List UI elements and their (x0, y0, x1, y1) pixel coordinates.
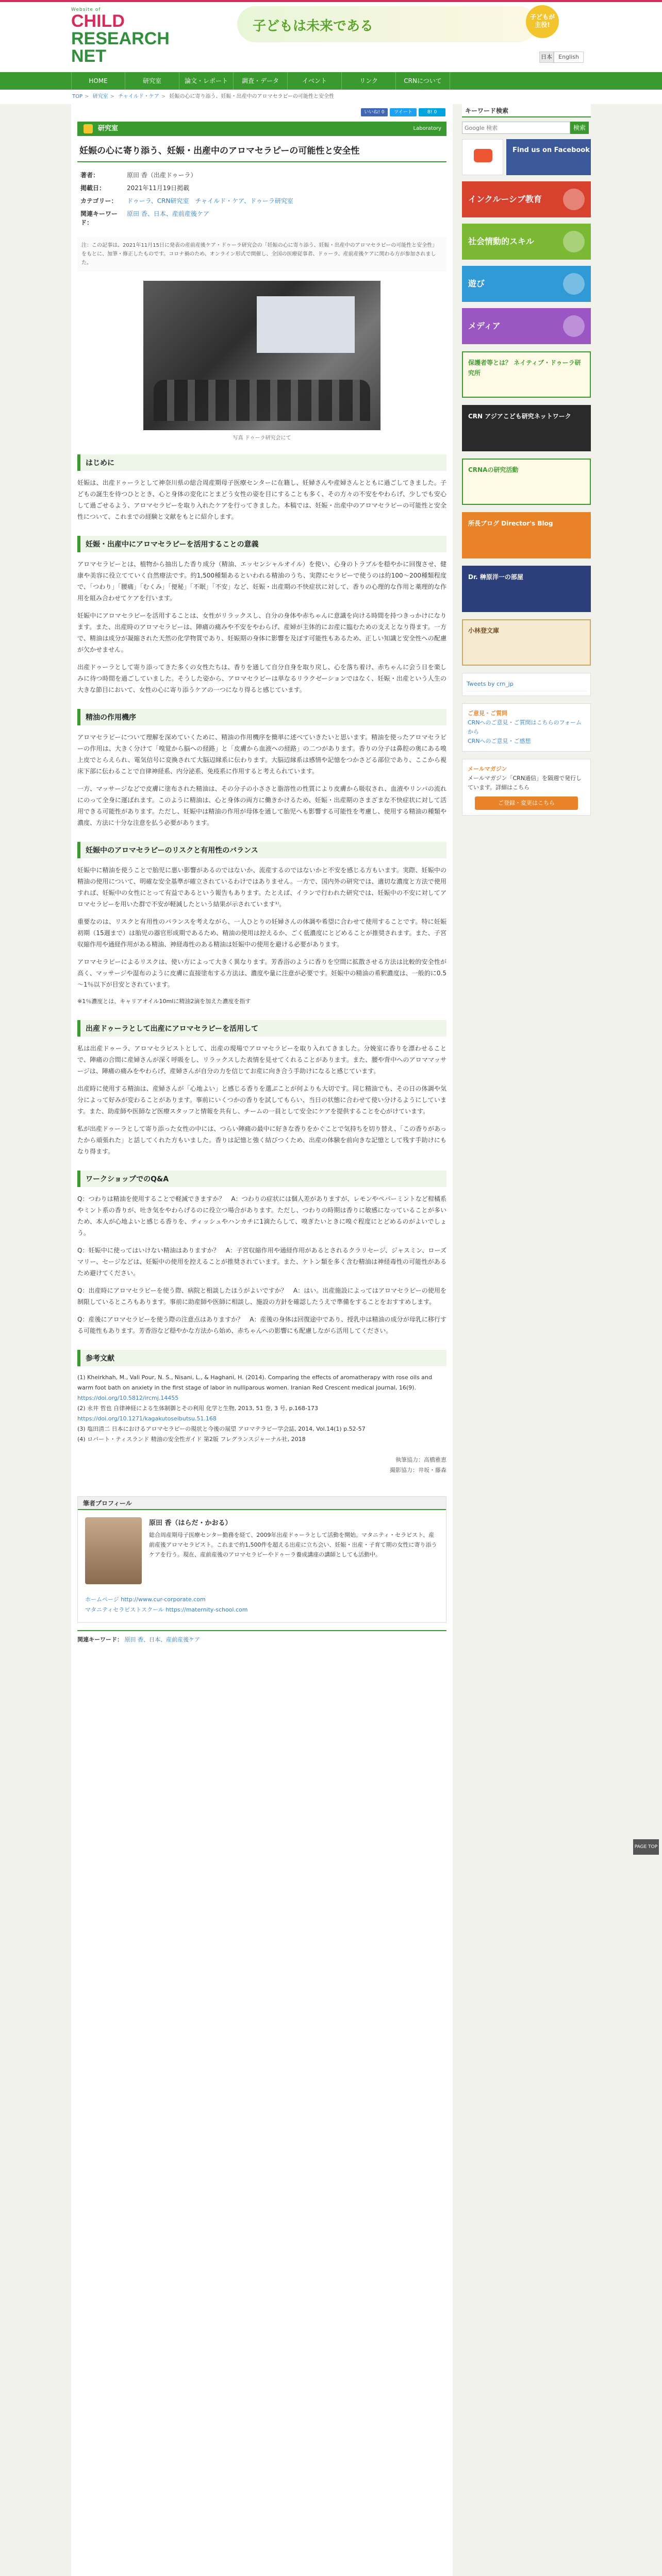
main-column (71, 104, 453, 2576)
banner-inclusive[interactable] (462, 181, 591, 217)
lang-english-button[interactable]: English (554, 52, 584, 63)
logo-line1: CHILD (71, 11, 125, 31)
reference-list (77, 1372, 446, 1445)
para-safety-1: 妊娠中に精油を使うことで胎児に悪い影響があるのではないか、流産するのではないかと不安を感じる方もいます。実際、妊娠中の精油の使用について、明確な安全基準が確立されているわけではありません。一方で、国内外の研究では、適切な濃度と方法で使用すれば、妊娠中の女性にとって有益であるという報告もあります。たとえば、イランで行われた研究では、妊娠中の不安に対してアロマセラピーを用いた群で不安が軽減したという結果が示されています¹⁾。 (77, 867, 446, 908)
youtube-icon (474, 149, 492, 162)
contact-heading: ご意見・ご質問 (468, 710, 507, 717)
meta-date: 2021年11月19日掲載 (127, 184, 190, 192)
heading-oil: 精油の作用機序 (77, 709, 446, 725)
qa-item: Q：つわりは精油を使用することで軽減できますか？ A：つわりの症状には個人差がありますが、レモンやペパーミントなど柑橘系やミント系の香りが、吐き気をやわらげるのに役立つ場合があります。ただし、つわりの時期は香りに敏感になっていることが多いため、本人が心地よいと感じる香りを、ティッシュやハンカチに1滴たらして、嗅ぎたいときに嗅ぐ程度にとどめるのがよいでしょう。 (77, 1195, 446, 1236)
lang-ja-button[interactable]: 日本 (539, 52, 554, 63)
author-profile (77, 1496, 446, 1623)
tweets-heading[interactable]: Tweets by crn_jp (467, 677, 586, 691)
profile-links (78, 1591, 446, 1615)
qa-item: Q：産後にアロマセラピーを使う際の注意点はありますか？ A：産後の身体は回復途中であり、授乳中は精油の成分が母乳に移行する可能性もあります。芳香浴など穏やかな方法から始め、赤ちゃんへの影響にも配慮しながら活用してください。 (77, 1316, 446, 1334)
profile-name: 原田 香（はらだ・かおる） (149, 1519, 232, 1527)
section-label-en: Laboratory (413, 126, 441, 131)
para-care-3: 出産ドゥーラとして寄り添ってきた多くの女性たちは、香りを通して自分自身を取り戻し、心を落ち着け、赤ちゃんに会う日を楽しみに待つ時間を過ごしていました。そうした姿から、アロマセラピーは単なるリラクゼーションではなく、妊娠・出産という人生の大きな節目において、女性の心に寄り添うケアの一つになり得ると感じています。 (77, 664, 446, 693)
profile-text: 総合周産期母子医療センター勤務を経て、2009年出産ドゥーラとして活動を開始。マタニティ・セラピスト、産前産後アロマセラピスト。これまで約1,500件を超える出産に立ち会い、妊娠・出産・子育て期の女性に寄り添うケアを行う。現在、産前産後のアロマセラピーやドゥーラ養成講座の講師としても活動中。 (149, 1532, 437, 1558)
breadcrumb-childcare[interactable]: チャイルド・ケア (118, 94, 159, 99)
mailmag-box (462, 759, 591, 816)
promo-doula[interactable]: 保護者等とは？ ネイティブ・ドゥーラ研究所 (462, 351, 591, 398)
nav-links[interactable]: リンク (342, 72, 396, 90)
meta-author-key: 著者： (80, 172, 100, 179)
article-title: 妊娠の心に寄り添う、妊娠・出産中のアロマセラピーの可能性と安全性 (77, 136, 446, 162)
breadcrumb-lab[interactable]: 研究室 (92, 94, 108, 99)
photo-screen (257, 296, 355, 353)
sns-row (462, 139, 591, 175)
reference-link[interactable]: https://doi.org/10.5812/ircmj.14455 (77, 1395, 179, 1401)
para-intro: 妊娠は、出産ドゥーラとして神奈川県の総合周産期母子医療センターに在籍し、妊婦さんや産婦さんとともに過ごしてきました。子どもの誕生を待つひととき、心と身体の変化にとまどう女性の姿を目にすることも多く、その方々の不安をやわらげ、少しでも安心して過ごせるよう、アロマセラピーを取り入れたケアを行ってきました。本稿では、妊娠・出産中のアロマセラピーの可能性と安全性について、これまでの経験と文献をもとに紹介します。 (77, 479, 446, 520)
bottom-keywords-link[interactable]: 原田 香、日本、産前産後ケア (124, 1636, 200, 1643)
mailmag-text: メールマガジン「CRN通信」を隔週で発行しています。詳細はこちら (468, 775, 582, 791)
author-avatar (85, 1517, 142, 1584)
nav-data[interactable]: 調査・データ (234, 72, 288, 90)
banner-label: メディア (468, 321, 501, 331)
slogan-banner (237, 6, 536, 42)
meta-author: 原田 香（出産ドゥーラ） (127, 172, 197, 179)
banner-icon (563, 315, 585, 337)
heading-qa: ワークショップでのQ&A (77, 1171, 446, 1187)
tweets-box (462, 673, 591, 696)
mailmag-button[interactable]: ご登録・変更はこちら (475, 796, 578, 810)
search-button[interactable]: 検索 (570, 122, 589, 134)
banner-label: インクルーシブ教育 (468, 194, 542, 204)
qa-item: Q：出産時にアロマセラピーを使う際、病院と相談したほうがよいですか？ A：はい。出産施設によってはアロマセラピーの使用を制限しているところもあります。事前に助産師や医師に相談し、施設の方針を確認したうえで準備をすることをおすすめします。 (77, 1287, 446, 1306)
breadcrumb-top[interactable]: TOP (72, 94, 83, 99)
signoff-line: 執筆協力：高橋雅恵 (395, 1456, 446, 1463)
section-header (77, 122, 446, 136)
article-meta (77, 168, 446, 229)
nav-about[interactable]: CRNについて (396, 72, 450, 90)
slogan-text: 子どもは未来である (253, 19, 374, 34)
promo-kobayashi[interactable]: 小林登文庫 (462, 619, 591, 666)
para-care-2: 妊娠中にアロマセラピーを活用することは、女性がリラックスし、自分の身体や赤ちゃんに意識を向ける時間を持つきっかけになります。また、出産時のアロマセラピーは、陣痛の痛みや不安をやわらげ、産婦が主体的にお産に臨むための支えとなり得ます。一方で、精油は成分が凝縮された天然の化学物質であり、妊娠期の身体に影響を及ぼす可能性もあるため、正しい知識と安全性への配慮が欠かせません。 (77, 612, 446, 653)
article-note: 注：この記事は、2021年11月15日に発表の産前産後ケア・ドゥーラ研究会の「妊娠の心に寄り添う、妊娠・出産中のアロマセラピーの可能性と安全性」をもとに、加筆・修正したものです。コロナ禍のため、オンライン形式で開催し、全国の医療従事者、ドゥーラ、産前産後ケアに関わる方が参加されました。 (77, 237, 446, 272)
section-label: 研究室 (98, 125, 119, 132)
meta-category-key: カテゴリー： (80, 197, 118, 205)
heading-safety: 妊娠中のアロマセラピーのリスクと有用性のバランス (77, 842, 446, 858)
contact-link[interactable]: CRNへのご意見・ご質問はこちらのフォームから (468, 719, 582, 735)
para-safety-3: アロマセラピーによるリスクは、使い方によって大きく異なります。芳香浴のように香りを空間に拡散させる方法は比較的安全性が高く、マッサージや湿布のように皮膚に直接塗布する方法は、濃度や量に注意が必要です。妊娠中の精油の希釈濃度は、一般的に0.5～1％以下が目安とされています。 (77, 958, 446, 988)
reference-item: (1) Kheirkhah, M., Vali Pour, N. S., Nisani, L., & Haghani, H. (2014). Comparing the effects of aromatherapy with rose oils and warm foot bath on anxiety in the first stage of labor in nulliparous women. Iranian Red Crescent medical journal, 16(9). (77, 1374, 432, 1391)
profile-link[interactable]: マタニティセラピストスクール https://maternity-school.com (85, 1606, 248, 1613)
facebook-like-button[interactable]: いいね! 0 (361, 108, 388, 116)
hatena-button[interactable]: B! 0 (419, 108, 445, 116)
meta-category-link[interactable]: ドゥーラ、CRN研究室 チャイルド・ケア、ドゥーラ研究室 (127, 197, 293, 205)
signoff-line: 撮影協力：井坂・藤森 (390, 1467, 446, 1473)
page-top-button[interactable]: PAGE TOP (633, 1839, 659, 1855)
nav-home[interactable]: HOME (71, 72, 125, 90)
reference-item: (3) 塩田清二 日本におけるアロマセラピーの現状と今後の展望 アロマテラピー学会誌, 2014, Vol.14(1) p.52-57 (77, 1426, 366, 1432)
heading-care: 妊娠・出産中にアロマセラピーを活用することの意義 (77, 536, 446, 552)
photo-caption: 写真 ドゥーラ研究会にて (233, 435, 291, 441)
logo-line3: NET (71, 46, 106, 66)
nav-papers[interactable]: 論文・レポート (179, 72, 234, 90)
nav-lab[interactable]: 研究室 (125, 72, 179, 90)
promo-sakakihara[interactable]: Dr. 榊原洋一の部屋 (462, 566, 591, 612)
facebook-button[interactable]: Find us on Facebook (506, 139, 591, 175)
lab-icon (84, 124, 93, 133)
para-doula-1: 私は出産ドゥーラ、アロマセラピストとして、出産の現場でアロマセラピーを取り入れてきました。分娩室に香りを漂わせることで、陣痛の合間に産婦さんが深く呼吸をし、リラックスした表情を見せてくれることがあります。また、腰や背中へのアロママッサージは、陣痛の痛みをやわらげ、産婦さんが自分の力を信じてお産に向き合う手助けになると感じています。 (77, 1045, 446, 1075)
contact-box (462, 703, 591, 752)
banner-icon (563, 231, 585, 252)
mailmag-heading: メールマガジン (468, 766, 507, 772)
promo-director-blog[interactable]: 所長ブログ Director's Blog (462, 512, 591, 558)
main-nav (0, 72, 662, 90)
breadcrumb-current: 妊娠の心に寄り添う、妊娠・出産中のアロマセラピーの可能性と安全性 (169, 94, 335, 99)
para-care-1: アロマセラピーとは、植物から抽出した香り成分（精油、エッセンシャルオイル）を使い、心身のトラブルを穏やかに回復させ、健康や美容に役立てていく自然療法です。約1,500種類あるといわれる精油のうち、実際にセラピーで使うのは約100～200種類程度で、「つわり」「腰痛」「むくみ」「便秘」「不眠」「不安」など、妊娠・出産期の不快症状に対して、香りの心理的な作用と薬理的な作用を組み合わせてケアを行います。 (77, 561, 446, 602)
search-heading: キーワード検索 (462, 104, 591, 117)
workshop-photo (143, 281, 380, 430)
para-oil-1: アロマセラピーについて理解を深めていくために、精油の作用機序を簡単に述べていきたいと思います。精油を使ったアロマセラピーの作用は、大きく分けて「嗅覚から脳への経路」と「皮膚から血液への経路」の二つがあります。香りの分子は鼻腔の奥にある嗅上皮でとらえられ、電気信号に変換されて大脳辺縁系に伝わります。大脳辺縁系は感情や記憶をつかさどる部位であり、ここから視床下部に伝わることで自律神経系、内分泌系、免疫系に作用すると考えられています。 (77, 734, 446, 775)
share-buttons (361, 108, 445, 116)
profile-link[interactable]: ホームページ http://www.cur-corporate.com (85, 1596, 206, 1603)
qa-item: Q：妊娠中に使ってはいけない精油はありますか？ A：子宮収縮作用や通経作用があるとされるクラリセージ、ジャスミン、ローズマリー、セージなどは、妊娠中の使用を控えることが推奨されています。また、ケトン類を多く含む精油は神経毒性の可能性があるため避けてください。 (77, 1247, 446, 1277)
banner-play[interactable] (462, 266, 591, 302)
banner-icon (563, 189, 585, 210)
heading-doula: 出産ドゥーラとして出産にアロマセラピーを活用して (77, 1020, 446, 1037)
breadcrumb: TOP > 研究室 > チャイルド・ケア > 妊娠の心に寄り添う、妊娠・出産中のアロマセラピーの可能性と安全性 (0, 90, 662, 104)
para-safety-note: ※1％濃度とは、キャリアオイル10mlに精油2滴を加えた濃度を指す (77, 998, 251, 1005)
youtube-button[interactable] (462, 139, 503, 175)
site-logo[interactable] (71, 7, 210, 65)
para-doula-3: 私が出産ドゥーラとして寄り添った女性の中には、つらい陣痛の最中に好きな香りをかぐことで気持ちを切り替え、「この香りがあったから頑張れた」と話してくれた方もいました。香りは記憶と強く結びつくため、出産の体験を前向きな記憶として残す手助けにもなり得ます。 (77, 1125, 446, 1155)
profile-heading: 筆者プロフィール (78, 1497, 446, 1510)
tweet-button[interactable]: ツイート (390, 108, 417, 116)
reference-link[interactable]: https://doi.org/10.1271/kagakutoseibutsu.51.168 (77, 1415, 217, 1422)
meta-date-key: 掲載日： (80, 184, 106, 192)
logo-small: Website of (71, 7, 101, 12)
bottom-keywords (77, 1630, 446, 1643)
site-header (0, 0, 662, 72)
banner-label: 遊び (468, 279, 485, 289)
meta-keywords-key: 関連キーワード： (80, 210, 118, 226)
para-oil-2: 一方、マッサージなどで皮膚に塗布された精油は、その分子の小ささと脂溶性の性質により皮膚から吸収され、血液やリンパの流れにのって全身に運ばれます。このように精油は、心と身体の両方に働きかけるため、妊娠・出産期のさまざまな不快症状に対して活用できる可能性があります。ただし、妊娠中は精油の作用が母体を通して胎児へも影響する可能性を考慮し、使用する精油の種類や濃度、方法に十分な注意を払う必要があります。 (77, 785, 446, 826)
search-input[interactable] (462, 122, 570, 134)
contact-link[interactable]: CRNへのご意見・ご感想 (468, 738, 531, 744)
slogan-bubble: 子どもが 主役! (526, 5, 559, 38)
search-row (462, 122, 591, 134)
banner-icon (563, 273, 585, 295)
sidebar (462, 104, 591, 816)
reference-item: (4) ロバート・ティスランド 精油の安全性ガイド 第2版 フレグランスジャーナル社, 2018 (77, 1436, 306, 1443)
logo-line2: RESEARCH (71, 29, 170, 48)
bottom-keywords-label: 関連キーワード： (77, 1636, 123, 1643)
banner-social-emotional[interactable] (462, 224, 591, 260)
para-safety-2: 重要なのは、リスクと有用性のバランスを考えながら、一人ひとりの妊婦さんの体調や希望に合わせて使用することです。特に妊娠初期（15週まで）は胎児の器官形成期であるため、精油の使用は控えるか、ごく低濃度にとどめることが推奨されます。また、子宮収縮作用や通経作用がある精油、神経毒性のある精油は妊娠中の使用を避ける必要があります。 (77, 918, 446, 948)
heading-intro: はじめに (77, 454, 446, 471)
reference-item: (2) 永井 哲也 自律神経による生体制御とその利用 化学と生物, 2013, 51 巻, 3 号, p.168-173 (77, 1405, 318, 1412)
nav-events[interactable]: イベント (288, 72, 342, 90)
banner-label: 社会情動的スキル (468, 236, 534, 246)
para-doula-2: 出産時に使用する精油は、産婦さんが「心地よい」と感じる香りを選ぶことが何よりも大切です。同じ精油でも、その日の体調や気分によって好みが変わることがあります。事前にいくつかの香りを試してもらい、当日の状態に合わせて使い分けるようにしています。また、助産師や医師など医療スタッフと情報を共有し、チームの一員として安全にケアを提供することを心がけています。 (77, 1085, 446, 1115)
photo-audience (154, 380, 370, 421)
banner-media[interactable] (462, 308, 591, 344)
signoff (77, 1455, 446, 1476)
meta-keywords-link[interactable]: 原田 香、日本、産前産後ケア (127, 210, 209, 217)
promo-crn-asia[interactable]: CRN アジアこども研究ネットワーク (462, 405, 591, 451)
promo-crna[interactable]: CRNAの研究活動 (462, 459, 591, 505)
heading-references: 参考文献 (77, 1350, 446, 1366)
